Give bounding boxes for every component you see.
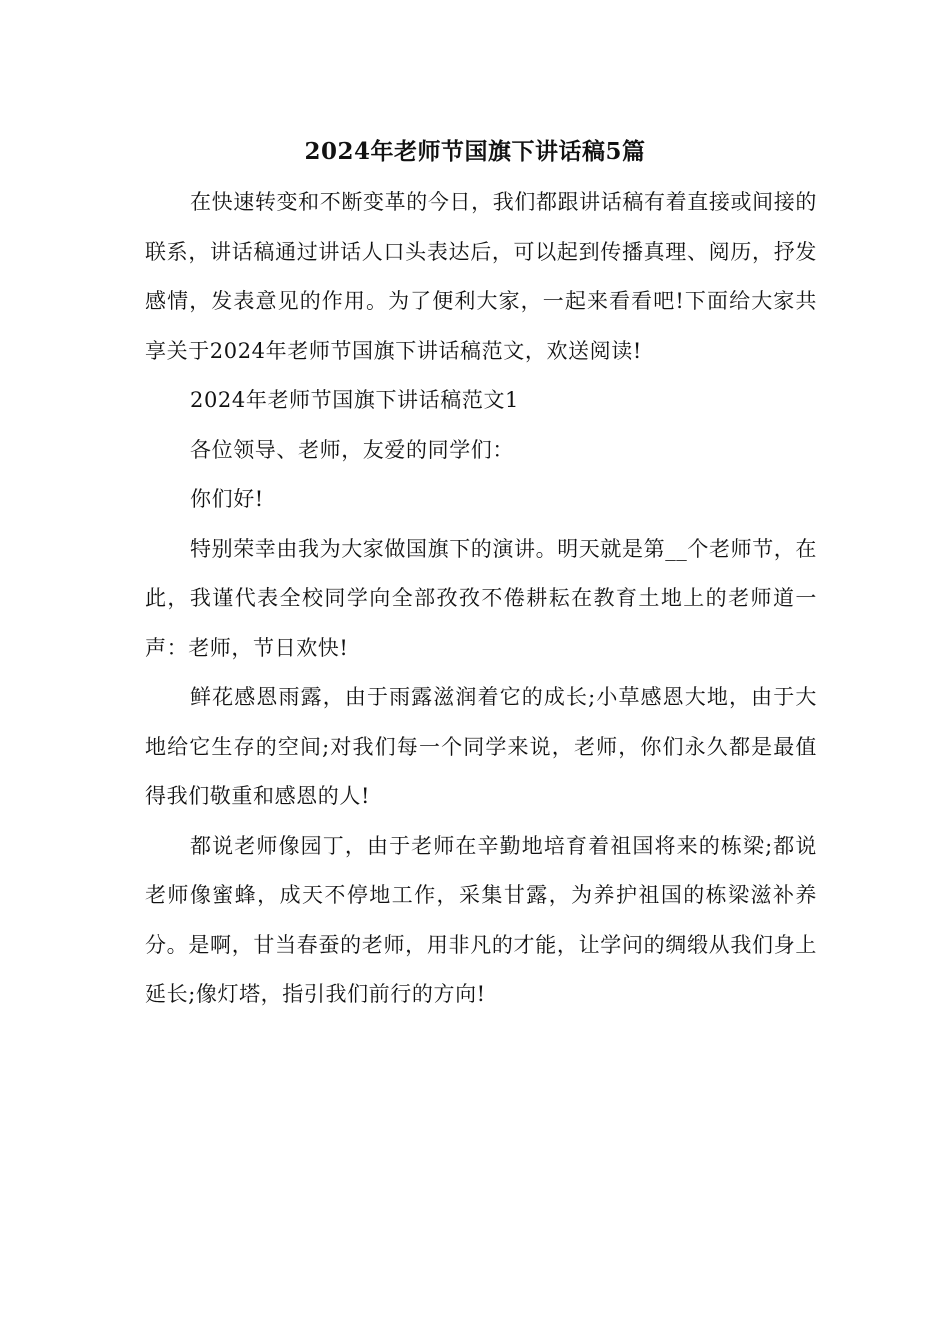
body-paragraph: 鲜花感恩雨露，由于雨露滋润着它的成长;小草感恩大地，由于大地给它生存的空间;对我们每一个同学来说，老师，你们永久都是最值得我们敬重和感恩的人! [145,685,817,808]
intro-paragraph: 在快速转变和不断变革的今日，我们都跟讲话稿有着直接或间接的联系，讲话稿通过讲话人口头表达后，可以起到传播真理、阅历，抒发感情，发表意见的作用。为了便利大家，一起来看看吧!下面给大家共享关于2024年老师节国旗下讲话稿范文，欢送阅读! [145,190,817,363]
salutation: 各位领导、老师，友爱的同学们： [190,437,514,462]
body-paragraph: 都说老师像园丁，由于老师在辛勤地培育着祖国将来的栋梁;都说老师像蜜蜂，成天不停地工作，采集甘露，为养护祖国的栋梁滋补养分。是啊，甘当春蚕的老师，用非凡的才能，让学问的绸缎从我们身上延长;像灯塔，指引我们前行的方向! [145,833,817,1006]
greeting: 你们好! [190,487,264,511]
section-heading: 2024年老师节国旗下讲话稿范文1 [190,388,520,412]
document-body [145,178,817,1020]
body-paragraph: 特别荣幸由我为大家做国旗下的演讲。明天就是第__个老师节，在此，我谨代表全校同学向全部孜孜不倦耕耘在教育土地上的老师道一声：老师，节日欢快! [145,536,817,660]
document-title: 2024年老师节国旗下讲话稿5篇 [304,138,646,165]
